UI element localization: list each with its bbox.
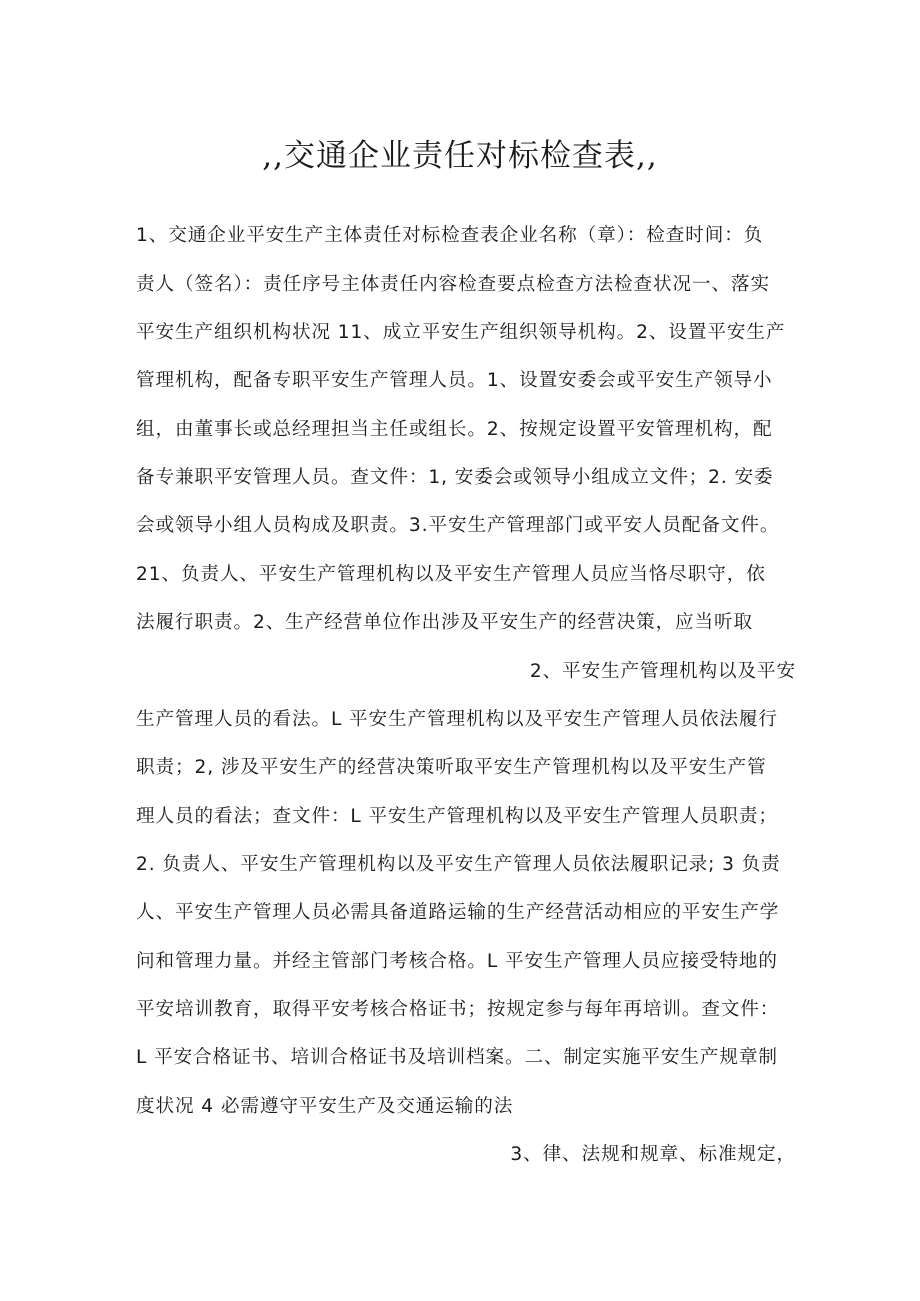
body-line: 问和管理力量。并经主管部门考核合格。L 平安生产管理人员应接受特地的: [136, 951, 778, 972]
body-line: 度状况 4 必需遵守平安生产及交通运输的法: [136, 1096, 514, 1117]
body-line: 2. 负责人、平安生产管理机构以及平安生产管理人员依法履职记录; 3 负责: [136, 854, 781, 875]
body-line: 管理机构，配备专职平安生产管理人员。1、设置安委会或平安生产领导小: [136, 370, 773, 391]
body-line: 1、交通企业平安生产主体责任对标检查表企业名称（章）：检查时间：负: [136, 225, 764, 246]
document-title: ,,交通企业责任对标检查表,,: [262, 138, 658, 174]
body-line: 人、平安生产管理人员必需具备道路运输的生产经营活动相应的平安生产学: [136, 902, 780, 923]
body-line: 责人（签名）：责任序号主体责任内容检查要点检查方法检查状况一、落实: [136, 274, 770, 295]
body-line: 组，由董事长或总经理担当主任或组长。2、按规定设置平安管理机构，配: [136, 419, 773, 440]
body-line: 平安生产组织机构状况 11、成立平安生产组织领导机构。2、设置平安生产: [136, 322, 786, 343]
body-line: 理人员的看法；查文件：L 平安生产管理机构以及平安生产管理人员职责；: [136, 806, 778, 827]
body-line: 职责；2, 涉及平安生产的经营决策听取平安生产管理机构以及平安生产管: [136, 757, 767, 778]
body-line: 生产管理人员的看法。L 平安生产管理机构以及平安生产管理人员依法履行: [136, 709, 778, 730]
body-line: 2、平安生产管理机构以及平安: [529, 661, 796, 682]
body-line: L 平安合格证书、培训合格证书及培训档案。二、制定实施平安生产规章制: [136, 1047, 778, 1068]
body-line: 平安培训教育，取得平安考核合格证书；按规定参与每年再培训。查文件：: [136, 999, 780, 1020]
body-line: 3、律、法规和规章、标准规定，: [510, 1144, 796, 1165]
body-line: 会或领导小组人员构成及职责。3.平安生产管理部门或平安人员配备文件。: [136, 515, 780, 536]
body-line: 21、负责人、平安生产管理机构以及平安生产管理人员应当恪尽职守，依: [136, 564, 766, 585]
body-line: 备专兼职平安管理人员。查文件：1, 安委会或领导小组成立文件；2. 安委: [136, 467, 774, 488]
body-line: 法履行职责。2、生产经营单位作出涉及平安生产的经营决策，应当听取: [136, 612, 754, 633]
